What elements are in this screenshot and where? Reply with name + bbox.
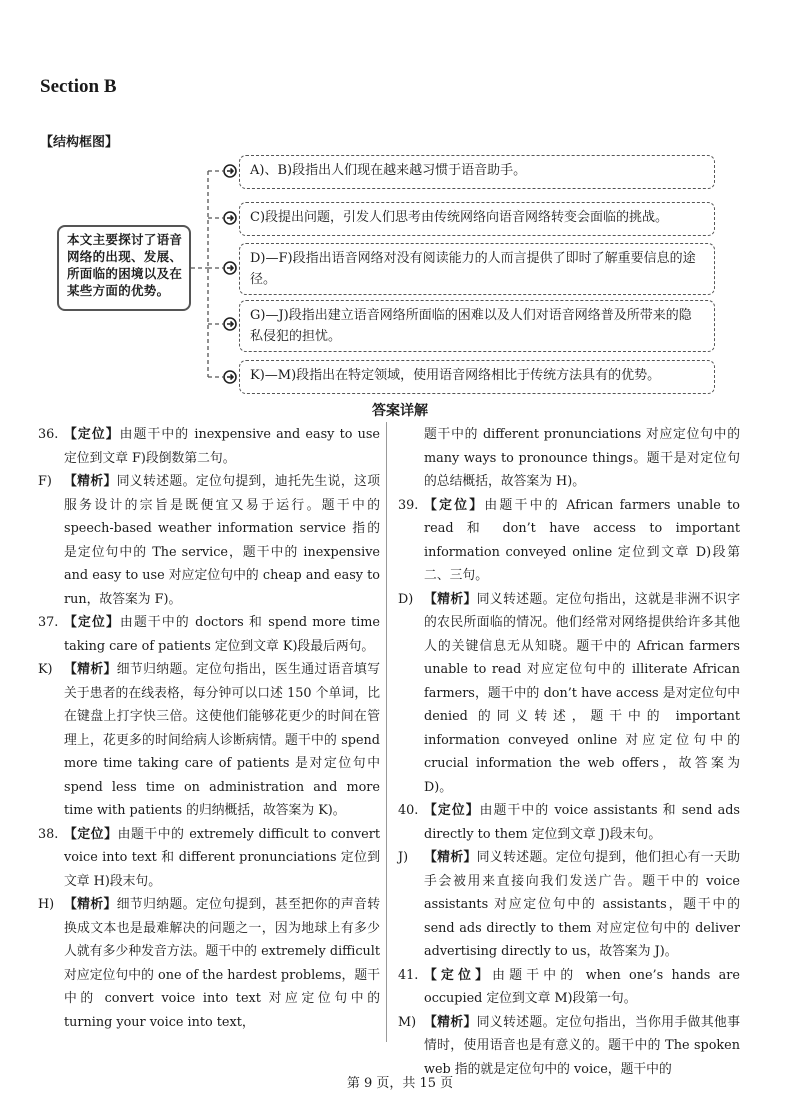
item-text: 由题干中的 voice assistants 和 send ads directly to them 定位到文章 J)段末句。 (424, 803, 740, 842)
branch-ab: A)、B)段指出人们现在越来越习惯于语音助手。 (239, 155, 715, 189)
answer-item (38, 611, 380, 658)
answer-item (38, 470, 380, 611)
column-divider (386, 422, 387, 1042)
item-tag: 【精析】 (424, 850, 477, 865)
item-text: 同义转述题。定位句指出，当你用手做其他事情时，使用语音也是有意义的。题干中的 The spoken web 指的就是定位句中的 voice，题干中的 (424, 1014, 741, 1077)
item-tag: 【定位】 (64, 615, 120, 630)
item-tag: 【定位】 (64, 427, 120, 442)
answer-item (38, 893, 380, 1034)
item-text: 细节归纳题。定位句提到，甚至把你的声音转换成文本也是最难解决的问题之一，因为地球上有多少人就有多少种发音方法。题干中的 extremely difficult 对应定位句中的 one of the hardest problems，题干中的 convert voice into text 对应定位句中的 turning your voice into text， (64, 897, 381, 1030)
answer-item (38, 423, 380, 470)
answer-item (398, 846, 740, 964)
item-tag: 【定位】 (424, 497, 485, 513)
arrow-circle-icon (223, 261, 237, 275)
item-tag: 【定位】 (424, 803, 480, 818)
branch-km: K)—M)段指出在特定领域，使用语音网络相比于传统方法具有的优势。 (239, 360, 715, 394)
item-tag: 【精析】 (64, 897, 117, 912)
item-number: K) (38, 662, 53, 677)
item-text: 细节归纳题。定位句指出，医生通过语音填写关于患者的在线表格，每分钟可以口述 150 个单词，比在键盘上打字快三倍。这使他们能够花更少的时间在管理上，花更多的时间给病人诊断病情。题干中的 spend more time taking care of patients 是对定位句中 spend less time on administration and more time with patients 的归纳概括，故答案为 K)。 (64, 662, 381, 818)
branch-df: D)—F)段指出语音网络对没有阅读能力的人而言提供了即时了解重要信息的途径。 (239, 243, 715, 295)
item-tag: 【精析】 (424, 1014, 477, 1030)
arrow-circle-icon (223, 370, 237, 384)
answer-item (398, 588, 740, 800)
answer-item (38, 658, 380, 823)
item-tag: 【定位】 (64, 826, 118, 842)
branch-c: C)段提出问题，引发人们思考由传统网络向语音网络转变会面临的挑战。 (239, 202, 715, 236)
item-text: 题干中的 different pronunciations 对应定位句中的 many ways to pronounce things。题干是对定位句的总结概括，故答案为 H)。 (424, 427, 740, 489)
answer-item (398, 964, 740, 1011)
left-column (38, 423, 380, 1034)
item-tag: 【精析】 (424, 591, 477, 607)
item-number: J) (398, 850, 409, 865)
item-text: 由题干中的 when one’s hands are occupied 定位到文章 M)段第一句。 (424, 967, 740, 1006)
item-number: H) (38, 897, 55, 912)
arrow-circle-icon (223, 164, 237, 178)
item-tag: 【精析】 (64, 474, 117, 489)
item-number: 37. (38, 615, 59, 630)
frame-title: 【结构框图】 (40, 135, 119, 150)
item-number: D) (398, 591, 414, 607)
item-tag: 【定位】 (424, 967, 493, 983)
item-tag: 【精析】 (64, 662, 117, 677)
answer-item (398, 1011, 740, 1082)
item-text: 同义转述题。定位句提到，迪托先生说，这项服务设计的宗旨是既便宜又易于运行。题干中的 speech-based weather information service 指的是定位句中的 The service，题干中的 inexpensive and easy to use 对应定位句中的 cheap and easy to run，故答案为 F)。 (64, 474, 381, 607)
branch-gj: G)—J)段指出建立语音网络所面临的困难以及人们对语音网络普及所带来的隐私侵犯的担忧。 (239, 300, 715, 352)
item-text: 由题干中的 doctors 和 spend more time taking care of patients 定位到文章 K)段最后两句。 (64, 615, 381, 654)
item-text: 同义转述题。定位句指出，这就是非洲不识字的农民所面临的情况。他们经常对网络提供给许多其他人的关键信息无从知晓。题干中的 African farmers unable to read 对应定位句中的 illiterate African farmers，题干中的 don’t have access 是对定位句中 denied 的同义转述，题干中的 important information conveyed online 对应定位句中的 crucial information the web offers，故答案为 D)。 (424, 591, 741, 795)
answers-heading: 答案详解 (372, 403, 428, 419)
answer-item (398, 423, 740, 494)
item-text: 同义转述题。定位句提到，他们担心有一天助手会被用来直接向我们发送广告。题干中的 voice assistants 对应定位句中的 assistants，题干中的 send ads directly to them 对应定位句中的 deliver advertising directly to us，故答案为 J)。 (424, 850, 741, 959)
answer-item (398, 494, 740, 588)
item-number: 38. (38, 826, 59, 842)
section-title: Section B (40, 76, 117, 97)
item-text: 由题干中的 inexpensive and easy to use 定位到文章 F)段倒数第二句。 (64, 427, 381, 466)
item-text: 由题干中的 extremely difficult to convert voice into text 和 different pronunciations 定位到文章 H)段末句。 (64, 826, 380, 889)
arrow-circle-icon (223, 317, 237, 331)
answer-item (38, 823, 380, 894)
summary-box: 本文主要探讨了语音网络的出现、发展、所面临的困境以及在某些方面的优势。 (57, 225, 191, 311)
arrow-circle-icon (223, 211, 237, 225)
item-number: F) (38, 474, 52, 489)
item-text: 由题干中的 African farmers unable to read 和 don’t have access to important information conveyed online 定位到文章 D)段第二、三句。 (424, 497, 740, 583)
item-number: 36. (38, 427, 59, 442)
page-footer: 第 9 页，共 15 页 (346, 1076, 454, 1091)
item-number: 41. (398, 967, 419, 983)
item-number: 39. (398, 497, 419, 513)
right-column (398, 423, 740, 1081)
item-number: M) (398, 1014, 417, 1030)
answer-item (398, 799, 740, 846)
item-number: 40. (398, 803, 419, 818)
